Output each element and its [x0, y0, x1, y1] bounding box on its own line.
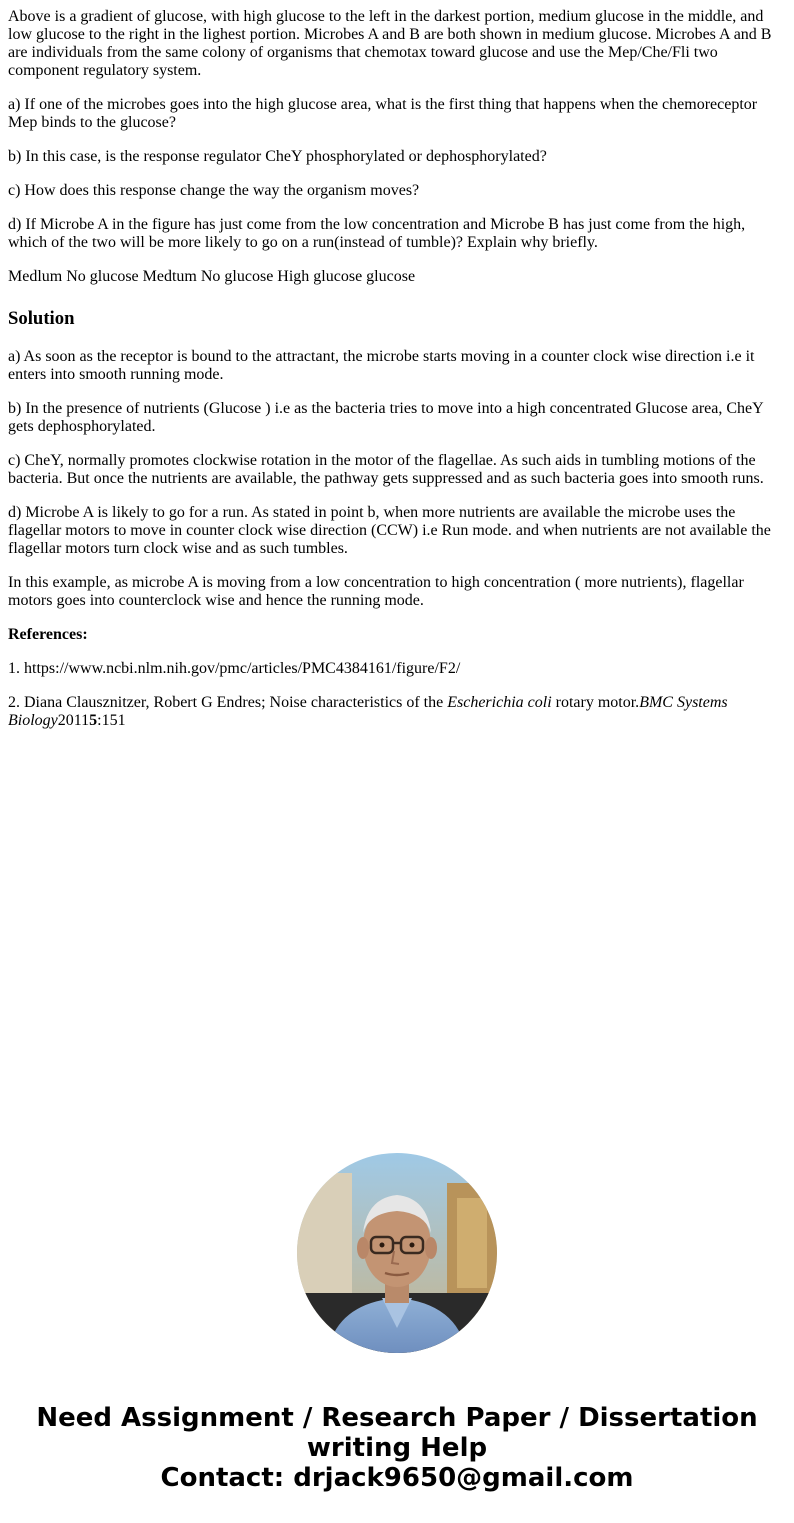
solution-c: c) CheY, normally promotes clockwise rotation in the motor of the flagellae. As such aids in tumbling motions of the bacteria. But once the nutrients are available, the pathway gets suppressed and as such bacteria goes into smooth runs.: [8, 452, 764, 487]
solution-d: d) Microbe A is likely to go for a run. As stated in point b, when more nutrients are available the microbe uses the flagellar motors to move in counter clock wise direction (CCW) i.e Run mode. and when nutrients are not available the flagellar motors turn clock wise and as such tumbles.: [8, 504, 771, 557]
reference-2-journal: BMC Systems Biology: [8, 694, 728, 729]
figure-labels: Medlum No glucose Medtum No glucose High glucose glucose: [8, 268, 416, 285]
person-photo-icon: [297, 1153, 497, 1353]
solution-a: a) As soon as the receptor is bound to the attractant, the microbe starts moving in a counter clock wise direction i.e it enters into smooth running mode.: [8, 348, 755, 383]
references-heading-para: [8, 626, 780, 644]
references-heading: References:: [8, 626, 88, 643]
reference-2-species: Escherichia coli: [447, 694, 552, 711]
solution-b: b) In the presence of nutrients (Glucose ) i.e as the bacteria tries to move into a high concentrated Glucose area, CheY gets dephosphorylated.: [8, 400, 764, 435]
reference-2-prefix: 2. Diana Clausznitzer, Robert G Endres; Noise characteristics of the: [8, 694, 448, 711]
reference-2: [8, 694, 780, 730]
document-body: [8, 8, 780, 746]
question-intro: Above is a gradient of glucose, with high glucose to the left in the darkest portion, medium glucose in the middle, and low glucose to the right in the lighest portion. Microbes A and B are both shown in medium glucose. Microbes A and B are individuals from the same colony of organisms that chemotax toward glucose and use the Mep/Che/Fli two component regulatory system.: [8, 8, 772, 79]
question-d: d) If Microbe A in the figure has just come from the low concentration and Microbe B has just come from the high, which of the two will be more likely to go on a run(instead of tumble)? Explain why briefly.: [8, 216, 746, 251]
reference-1: 1. https://www.ncbi.nlm.nih.gov/pmc/articles/PMC4384161/figure/F2/: [8, 660, 461, 677]
reference-2-mid: rotary motor.: [551, 694, 640, 711]
solution-example: In this example, as microbe A is moving from a low concentration to high concentration ( more nutrients), flagellar motors goes into counterclock wise and hence the running mode.: [8, 574, 744, 609]
reference-2-volume: 5: [89, 712, 98, 729]
reference-2-year: 2011: [57, 712, 90, 729]
promo-line-1: Need Assignment / Research Paper / Dissertation: [36, 1403, 758, 1433]
promo-banner: [0, 1403, 794, 1493]
question-b: b) In this case, is the response regulator CheY phosphorylated or dephosphorylated?: [8, 148, 547, 165]
promo-line-2: writing Help: [306, 1433, 488, 1463]
question-a: a) If one of the microbes goes into the high glucose area, what is the first thing that happens when the chemoreceptor Mep binds to the glucose?: [8, 96, 758, 131]
solution-heading: Solution: [8, 308, 75, 329]
reference-2-pages: :151: [97, 712, 126, 729]
question-c: c) How does this response change the way the organism moves?: [8, 182, 420, 199]
promo-contact: Contact: drjack9650@gmail.com: [160, 1463, 634, 1493]
